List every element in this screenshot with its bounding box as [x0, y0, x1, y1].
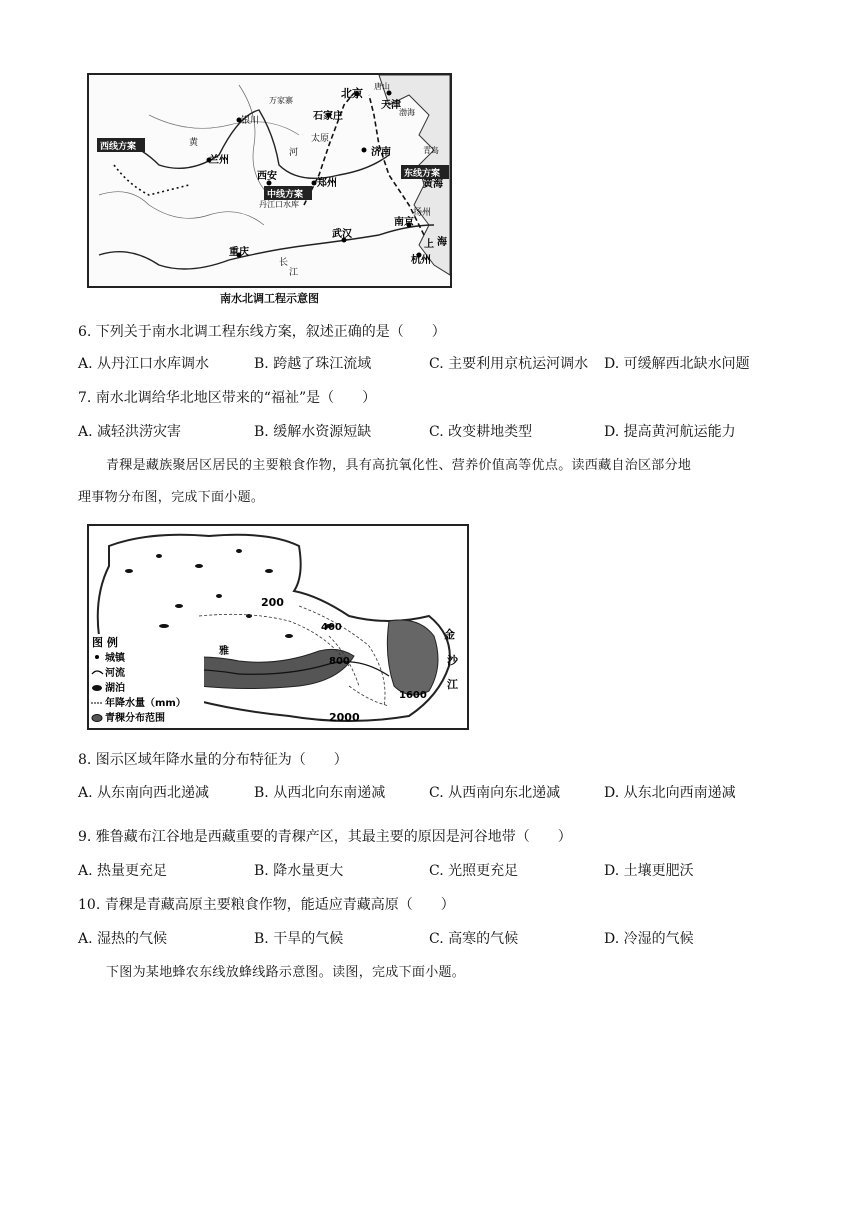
- label-taiyuan: 太原: [311, 134, 330, 144]
- question-6-option-a: A. 从丹江口水库调水: [78, 356, 210, 372]
- label-jiang: 江: [447, 678, 458, 691]
- label-danjiangkou: 丹江口水库: [259, 200, 299, 209]
- question-10-option-a: A. 湿热的气候: [78, 931, 168, 947]
- isohyet-400: 400: [321, 622, 342, 633]
- legend-precipitation: 年降水量（mm）: [105, 698, 186, 709]
- label-beijing: 北京: [341, 87, 363, 100]
- question-10-option-b: B. 干旱的气候: [254, 931, 344, 947]
- label-sha: 沙: [447, 654, 458, 667]
- question-7-option-d: D. 提高黄河航运能力: [604, 424, 736, 440]
- label-tangshan: 唐山: [374, 82, 390, 91]
- tibet-map-svg: [89, 526, 467, 728]
- question-9-option-d: D. 土壤更肥沃: [604, 863, 694, 879]
- legend-title: 图 例: [92, 636, 118, 649]
- label-he: 河: [289, 148, 299, 158]
- label-xian: 西安: [257, 171, 277, 182]
- question-6-stem: 6. 下列关于南水北调工程东线方案，叙述正确的是（ ）: [78, 324, 446, 340]
- question-8-option-d: D. 从东北向西南递减: [604, 785, 736, 801]
- question-10-option-c: C. 高寒的气候: [429, 931, 519, 947]
- question-8-option-b: B. 从西北向东南递减: [254, 785, 386, 801]
- isohyet-200: 200: [261, 596, 284, 609]
- label-chongqing: 重庆: [229, 247, 249, 258]
- legend-river: 河流: [105, 668, 125, 679]
- label-qingdao: 青岛: [423, 146, 439, 155]
- question-8-option-a: A. 从东南向西北递减: [78, 785, 210, 801]
- intro-paragraph-line-2: 理事物分布图，完成下面小题。: [78, 490, 265, 505]
- isohyet-1600: 1600: [399, 690, 427, 701]
- label-yinchuan: 银川: [241, 116, 260, 126]
- question-8-stem: 8. 图示区域年降水量的分布特征为（ ）: [78, 752, 348, 768]
- map1-caption: 南水北调工程示意图: [220, 292, 319, 305]
- intro-paragraph-line-1: 青稞是藏族聚居区居民的主要粮食作物，具有高抗氧化性、营养价值高等优点。读西藏自治区部分地: [106, 458, 692, 473]
- label-wuhan: 武汉: [332, 229, 352, 240]
- question-9-stem: 9. 雅鲁藏布江谷地是西藏重要的青稞产区，其最主要的原因是河谷地带（ ）: [78, 829, 572, 845]
- isohyet-2000: 2000: [329, 711, 360, 724]
- label-chang: 长: [279, 258, 289, 268]
- intro-paragraph-2: 下图为某地蜂农东线放蜂线路示意图。读图，完成下面小题。: [106, 965, 466, 980]
- isohyet-800: 800: [329, 656, 350, 667]
- tibet-map: [87, 524, 469, 730]
- label-ya: 雅: [219, 646, 229, 657]
- label-jinan: 济南: [371, 147, 391, 158]
- label-nanjing: 南京: [394, 217, 414, 228]
- label-yangzhou: 扬州: [413, 208, 432, 218]
- label-huang: 黄: [189, 138, 199, 148]
- south-north-water-map-svg: [89, 75, 450, 286]
- label-bohai: 渤海: [399, 108, 415, 117]
- label-zhengzhou: 郑州: [317, 178, 337, 189]
- legend-town: 城镇: [105, 653, 125, 664]
- question-6-option-d: D. 可缓解西北缺水问题: [604, 356, 750, 372]
- west-route-label: 西线方案: [100, 142, 137, 152]
- label-jiang: 江: [289, 268, 299, 278]
- label-huanghai: 黄海: [423, 179, 443, 190]
- label-tianjin: 天津: [381, 100, 401, 111]
- question-7-option-c: C. 改变耕地类型: [429, 424, 533, 440]
- question-9-option-a: A. 热量更充足: [78, 863, 168, 879]
- label-wanjiazhai: 万家寨: [269, 96, 293, 105]
- south-north-water-map: [87, 73, 452, 288]
- legend-lake: 湖泊: [105, 683, 125, 694]
- question-10-option-d: D. 冷湿的气候: [604, 931, 694, 947]
- question-6-option-c: C. 主要利用京杭运河调水: [429, 356, 589, 372]
- east-route-label: 东线方案: [404, 169, 441, 179]
- question-9-option-c: C. 光照更充足: [429, 863, 519, 879]
- legend-qingke: 青稞分布范围: [105, 713, 165, 724]
- label-jin: 金: [444, 628, 455, 641]
- question-10-stem: 10. 青稞是青藏高原主要粮食作物，能适应青藏高原（ ）: [78, 897, 455, 913]
- question-8-option-c: C. 从西南向东北递减: [429, 785, 561, 801]
- question-7-option-b: B. 缓解水资源短缺: [254, 424, 372, 440]
- question-7-stem: 7. 南水北调给华北地区带来的“福祉”是（ ）: [78, 390, 377, 406]
- label-shang: 上: [424, 239, 434, 250]
- label-hangzhou: 杭州: [411, 255, 431, 266]
- label-lanzhou: 兰州: [209, 155, 229, 166]
- label-hai: 海: [437, 237, 447, 248]
- question-9-option-b: B. 降水量更大: [254, 863, 344, 879]
- label-shijiazhuang: 石家庄: [313, 111, 343, 122]
- question-6-option-b: B. 跨越了珠江流域: [254, 356, 372, 372]
- question-7-option-a: A. 减轻洪涝灾害: [78, 424, 182, 440]
- middle-route-label: 中线方案: [267, 190, 304, 200]
